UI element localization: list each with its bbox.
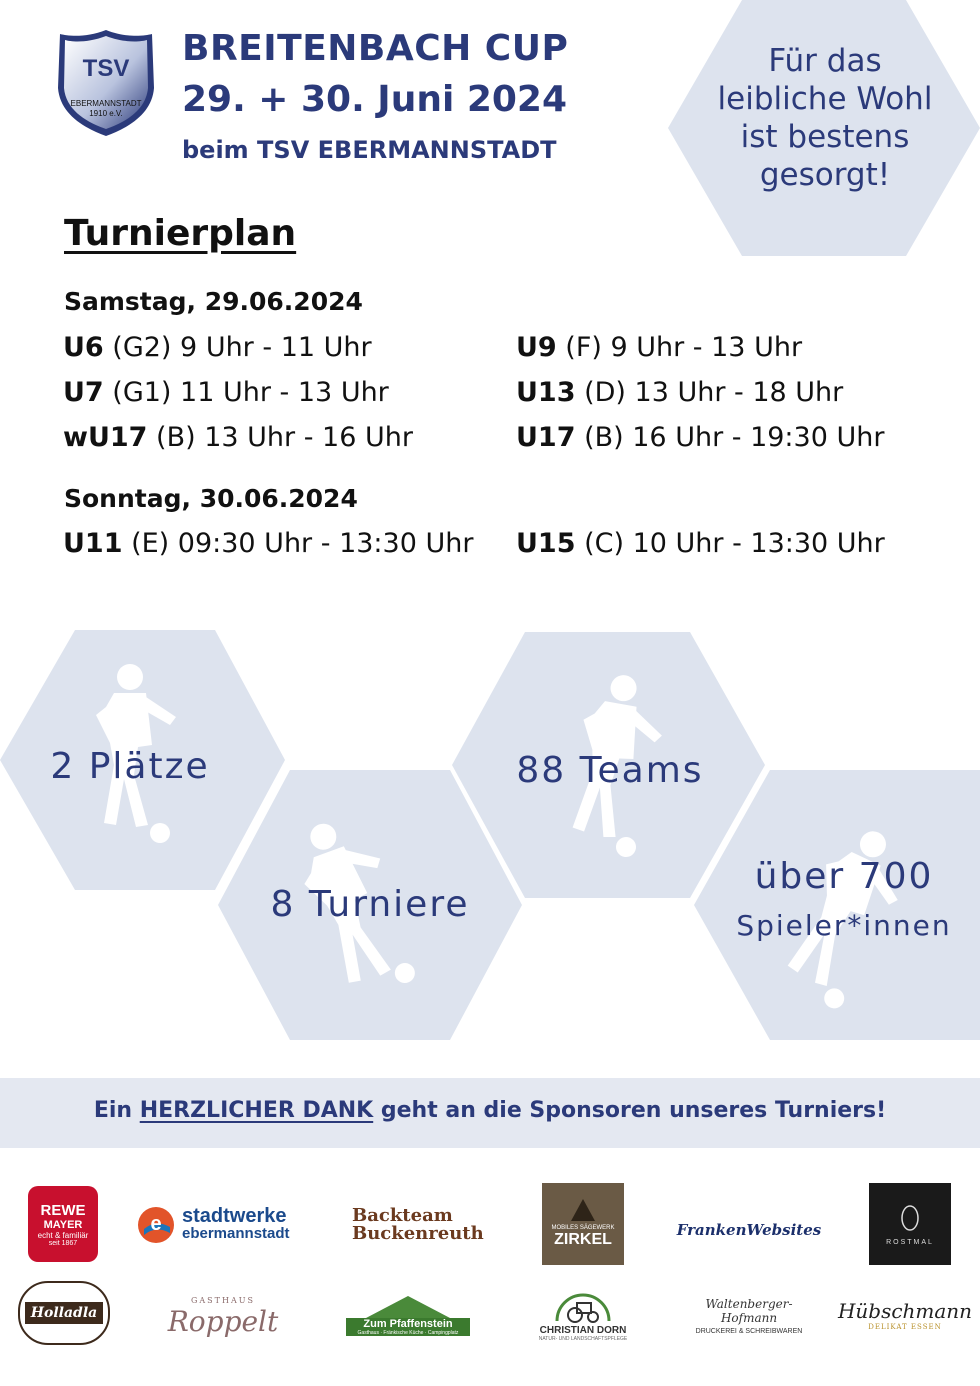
- time-slot: (G2) 9 Uhr - 11 Uhr: [103, 332, 372, 363]
- team-label: U11: [63, 528, 123, 559]
- schedule-row: [516, 332, 802, 363]
- holladla-text: Holladla: [25, 1302, 103, 1324]
- team-label: U17: [516, 422, 576, 453]
- stat-players-sub: Spieler*innen: [736, 909, 952, 942]
- time-slot: (G1) 11 Uhr - 13 Uhr: [103, 377, 389, 408]
- waltenberger-line3: DRUCKEREI & SCHREIBWAREN: [695, 1328, 803, 1335]
- event-title: BREITENBACH CUP: [182, 28, 569, 69]
- stat-players: über 700: [754, 856, 934, 897]
- plan-title: Turnierplan: [64, 213, 297, 254]
- sponsor-zirkel-logo: [542, 1183, 624, 1265]
- stadtwerke-e-icon: [136, 1205, 176, 1245]
- mountain-icon: [346, 1296, 470, 1318]
- sponsor-dorn-logo: [538, 1285, 628, 1347]
- logo-sub2: 1910 e.V.: [89, 109, 123, 118]
- sponsor-holladla-logo: [18, 1281, 110, 1345]
- event-venue: beim TSV EBERMANNSTADT: [182, 136, 557, 164]
- rewe-line2: MAYER: [43, 1218, 83, 1231]
- thanks-part1: Ein: [93, 1098, 140, 1123]
- tsv-logo: [56, 28, 156, 138]
- rewe-line4: seit 1867: [48, 1239, 78, 1247]
- thanks-part2: geht an die Sponsoren unseres Turniers!: [373, 1098, 887, 1123]
- stat-fields: 2 Plätze: [50, 746, 210, 787]
- event-dates: 29. + 30. Juni 2024: [182, 79, 568, 120]
- time-slot: (C) 10 Uhr - 13:30 Uhr: [575, 528, 885, 559]
- zirkel-line2: ZIRKEL: [554, 1231, 612, 1248]
- rostmal-text: ROSTMAL: [886, 1238, 934, 1246]
- team-label: U7: [63, 377, 104, 408]
- sponsor-franken-logo: [664, 1210, 834, 1250]
- stat-teams: 88 Teams: [516, 750, 704, 791]
- pfaffenstein-line2: Gasthaus · Fränkische Küche · Campingplatz: [357, 1330, 459, 1336]
- schedule-row: [63, 528, 473, 559]
- team-label: U6: [63, 332, 104, 363]
- pfaffenstein-line1: Zum Pfaffenstein: [363, 1318, 453, 1330]
- catering-line-4: gesorgt!: [759, 157, 891, 193]
- backteam-line1: Backteam: [352, 1205, 453, 1226]
- rewe-line3: echt & familiär: [37, 1230, 89, 1240]
- schedule-row: [516, 528, 885, 559]
- huebschmann-line1: Hübschmann: [837, 1299, 973, 1323]
- logo-text: TSV: [82, 55, 130, 82]
- sponsor-rewe-logo: [28, 1186, 98, 1262]
- time-slot: (E) 09:30 Uhr - 13:30 Uhr: [122, 528, 474, 559]
- catering-line-2: leibliche Wohl: [717, 81, 933, 117]
- sponsor-rostmal-logo: [869, 1183, 951, 1265]
- schedule-row: [516, 377, 843, 408]
- sponsor-thanks: [0, 1098, 980, 1123]
- sponsor-pfaffenstein-logo: [346, 1288, 470, 1344]
- thanks-highlight: HERZLICHER DANK: [139, 1098, 374, 1123]
- team-label: U13: [516, 377, 576, 408]
- franken-text: FrankenWebsites: [676, 1221, 822, 1239]
- huebschmann-line2: DELIKAT ESSEN: [868, 1323, 942, 1331]
- team-label: U9: [516, 332, 557, 363]
- logo-sub1: EBERMANNSTADT: [70, 99, 142, 108]
- waltenberger-line1: Waltenberger-: [705, 1297, 793, 1311]
- waltenberger-line2: Hofmann: [720, 1311, 778, 1325]
- tractor-icon: [553, 1291, 613, 1325]
- stat-tournaments: 8 Turniere: [270, 884, 470, 925]
- tree-icon: [568, 1199, 598, 1225]
- schedule-row: [63, 377, 389, 408]
- dorn-line1: CHRISTIAN DORN: [539, 1324, 627, 1336]
- roppelt-line2: Roppelt: [167, 1305, 279, 1338]
- stats-hexagons: [0, 630, 980, 1050]
- stadtwerke-line2: ebermannstadt: [182, 1225, 290, 1242]
- time-slot: (F) 9 Uhr - 13 Uhr: [556, 332, 803, 363]
- sponsor-waltenberger-logo: [684, 1285, 814, 1347]
- rostmal-bean-icon: [899, 1203, 921, 1233]
- rewe-line1: REWE: [40, 1201, 86, 1219]
- schedule-row: [63, 422, 413, 453]
- roppelt-line1: GASTHAUS: [191, 1296, 255, 1305]
- schedule-row: [516, 422, 884, 453]
- svg-text:e: e: [150, 1213, 162, 1235]
- dorn-line2: NATUR- UND LANDSCHAFTSPFLEGE: [538, 1335, 628, 1342]
- schedule-row: [63, 332, 372, 363]
- catering-line-1: Für das: [768, 43, 882, 79]
- time-slot: (B) 13 Uhr - 16 Uhr: [147, 422, 413, 453]
- catering-line-3: ist bestens: [740, 119, 910, 155]
- zirkel-line1: MOBILES SÄGEWERK: [551, 1225, 615, 1231]
- sponsor-stadtwerke-logo: [136, 1200, 316, 1250]
- team-label: U15: [516, 528, 576, 559]
- sponsor-huebschmann-logo: [837, 1284, 973, 1346]
- catering-note: [690, 42, 960, 194]
- team-label: wU17: [63, 422, 148, 453]
- time-slot: (D) 13 Uhr - 18 Uhr: [575, 377, 844, 408]
- sunday-label: Sonntag, 30.06.2024: [64, 484, 358, 513]
- backteam-line2: Buckenreuth: [352, 1223, 484, 1244]
- time-slot: (B) 16 Uhr - 19:30 Uhr: [575, 422, 885, 453]
- sponsor-roppelt-logo: [160, 1290, 286, 1344]
- stadtwerke-line1: stadtwerke: [182, 1205, 287, 1227]
- saturday-label: Samstag, 29.06.2024: [64, 287, 363, 316]
- sponsor-backteam-logo: [352, 1200, 502, 1250]
